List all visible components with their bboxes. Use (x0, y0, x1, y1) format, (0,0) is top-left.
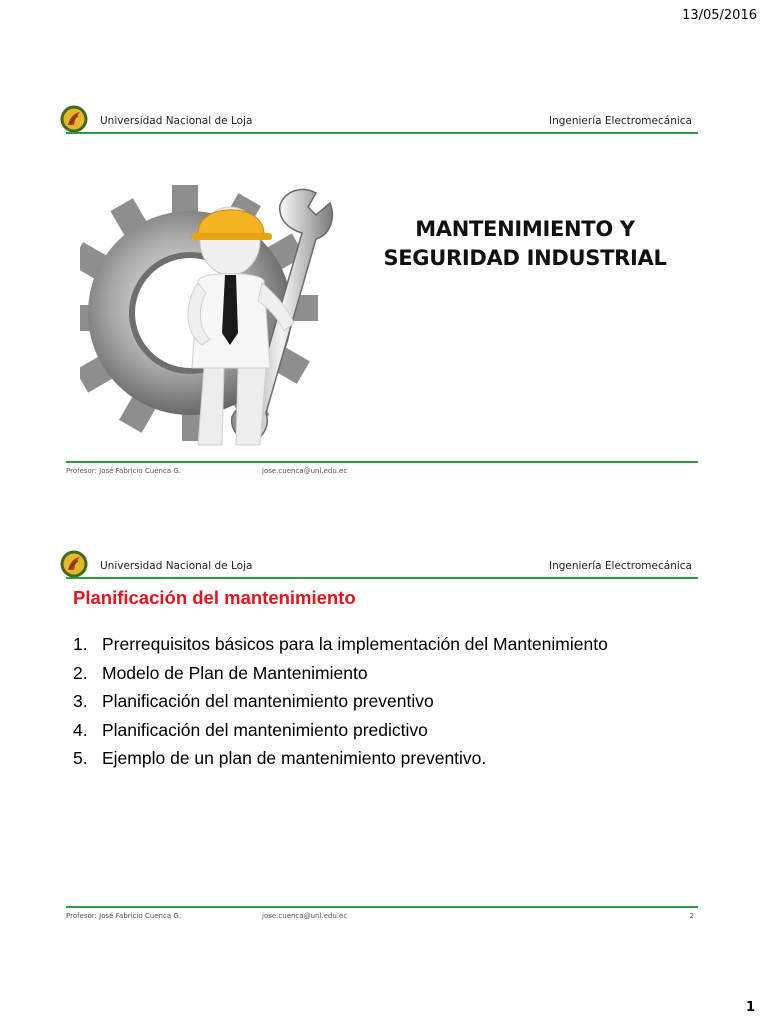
footer-divider (66, 906, 698, 908)
page-number: 1 (745, 1000, 755, 1015)
department-name: Ingeniería Electromecánica (548, 115, 692, 127)
footer-professor: Profesor: José Fabricio Cuenca G. (66, 912, 181, 920)
topic-list (73, 630, 608, 773)
list-item-text: Modelo de Plan de Mantenimiento (102, 662, 368, 683)
list-item-text: Ejemplo de un plan de mantenimiento preventivo. (102, 748, 487, 768)
slide-1-title-line-2: SEGURIDAD INDUSTRIAL (383, 246, 667, 270)
list-item-number: 3. (73, 691, 88, 711)
department-name: Ingeniería Electromecánica (548, 560, 692, 572)
header-divider (66, 132, 698, 134)
slide-number: 2 (689, 912, 694, 920)
university-logo-icon (60, 550, 88, 578)
list-item (73, 630, 608, 659)
slide-1-title-line-1: MANTENIMIENTO Y (415, 217, 635, 241)
slide-1 (60, 105, 698, 477)
university-name: Universidad Nacional de Loja (100, 560, 253, 572)
header-divider (66, 577, 698, 579)
list-item (73, 687, 608, 716)
worker-gear-wrench-illustration (80, 163, 360, 453)
list-item-text: Prerrequisitos básicos para la implementación del Mantenimiento (102, 634, 608, 654)
list-item-number: 2. (73, 662, 88, 683)
list-item-number: 1. (73, 634, 88, 654)
slide-2 (60, 550, 698, 922)
list-item-text: Planificación del mantenimiento predictivo (102, 719, 428, 740)
list-item-text: Planificación del mantenimiento preventivo (102, 691, 434, 711)
document-date: 13/05/2016 (682, 8, 757, 23)
list-item-number: 5. (73, 748, 88, 768)
slide-2-title: Planificación del mantenimiento (73, 587, 356, 608)
list-item (73, 659, 608, 688)
footer-email: jose.cuenca@unl.edu.ec (262, 467, 348, 475)
list-item-number: 4. (73, 719, 88, 740)
footer-professor: Profesor: José Fabricio Cuenca G. (66, 467, 181, 475)
slide-header (60, 105, 698, 133)
footer-email: jose.cuenca@unl.edu.ec (262, 912, 348, 920)
footer-divider (66, 461, 698, 463)
university-logo-icon (60, 105, 88, 133)
list-item (73, 744, 608, 773)
slide-header (60, 550, 698, 578)
slide-1-title (370, 215, 680, 273)
list-item (73, 716, 608, 745)
university-name: Universidad Nacional de Loja (100, 115, 253, 127)
